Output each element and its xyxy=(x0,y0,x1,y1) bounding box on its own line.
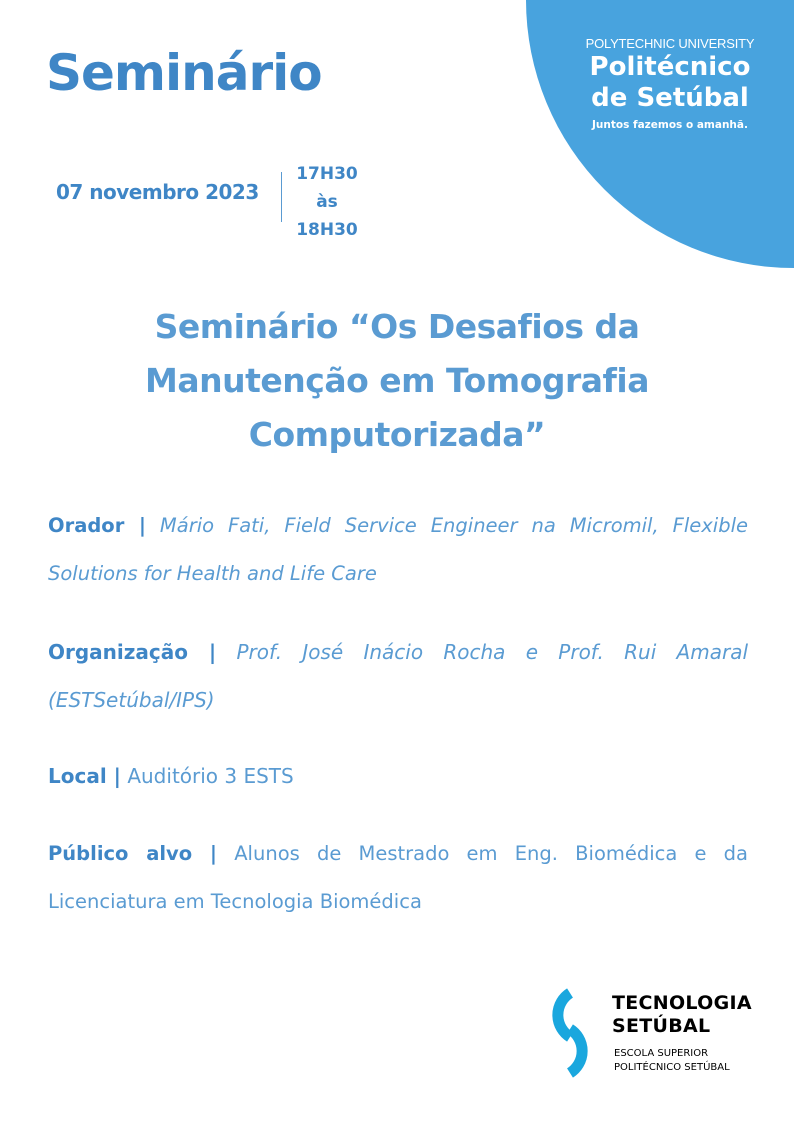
date-time-divider xyxy=(281,172,282,222)
logo-tagline: Juntos fazemos o amanhã. xyxy=(592,119,748,131)
logo-line-university: POLYTECHNIC UNIVERSITY xyxy=(585,36,755,51)
event-title-line: Seminário “Os Desafios da xyxy=(154,307,640,346)
organization-value: Prof. José Inácio Rocha e Prof. Rui Amaral (ESTSetúbal/IPS) xyxy=(48,640,748,712)
organization-info xyxy=(48,628,748,724)
audience-label: Público alvo | xyxy=(48,842,218,865)
event-title-line: Computorizada” xyxy=(248,415,546,454)
organization-label: Organização | xyxy=(48,640,217,664)
school-logo-line2: SETÚBAL xyxy=(612,1015,711,1037)
speaker-label: Orador | xyxy=(48,514,146,537)
audience-value: Alunos de Mestrado em Eng. Biomédica e da Licenciatura em Tecnologia Biomédica xyxy=(48,842,748,913)
time-start: 17H30 xyxy=(296,164,358,184)
speaker-value: Mário Fati, Field Service Engineer na Micromil, Flexible Solutions for Health and Life Care xyxy=(48,514,748,585)
location-label: Local | xyxy=(48,764,121,788)
time-separator: às xyxy=(316,192,338,212)
event-date: 07 novembro 2023 xyxy=(56,180,259,204)
s-mark-icon xyxy=(540,985,604,1081)
audience-info xyxy=(48,830,748,926)
school-logo-sub2: POLITÉCNICO SETÚBAL xyxy=(614,1062,730,1073)
event-title xyxy=(60,300,734,462)
event-time xyxy=(290,160,364,244)
location-info xyxy=(48,752,748,800)
page-title: Seminário xyxy=(46,44,322,102)
school-logo-line1: TECNOLOGIA xyxy=(612,992,752,1014)
event-title-line: Manutenção em Tomografia xyxy=(145,361,649,400)
time-end: 18H30 xyxy=(296,220,358,240)
ips-logo xyxy=(560,36,780,131)
location-value: Auditório 3 ESTS xyxy=(127,764,294,788)
logo-line-setubal: de Setúbal xyxy=(591,83,749,113)
school-logo-subtitle xyxy=(614,1047,730,1075)
school-logo xyxy=(540,985,770,1085)
school-logo-sub1: ESCOLA SUPERIOR xyxy=(614,1048,709,1059)
logo-line-politecnico: Politécnico xyxy=(589,52,751,82)
speaker-info xyxy=(48,502,748,598)
